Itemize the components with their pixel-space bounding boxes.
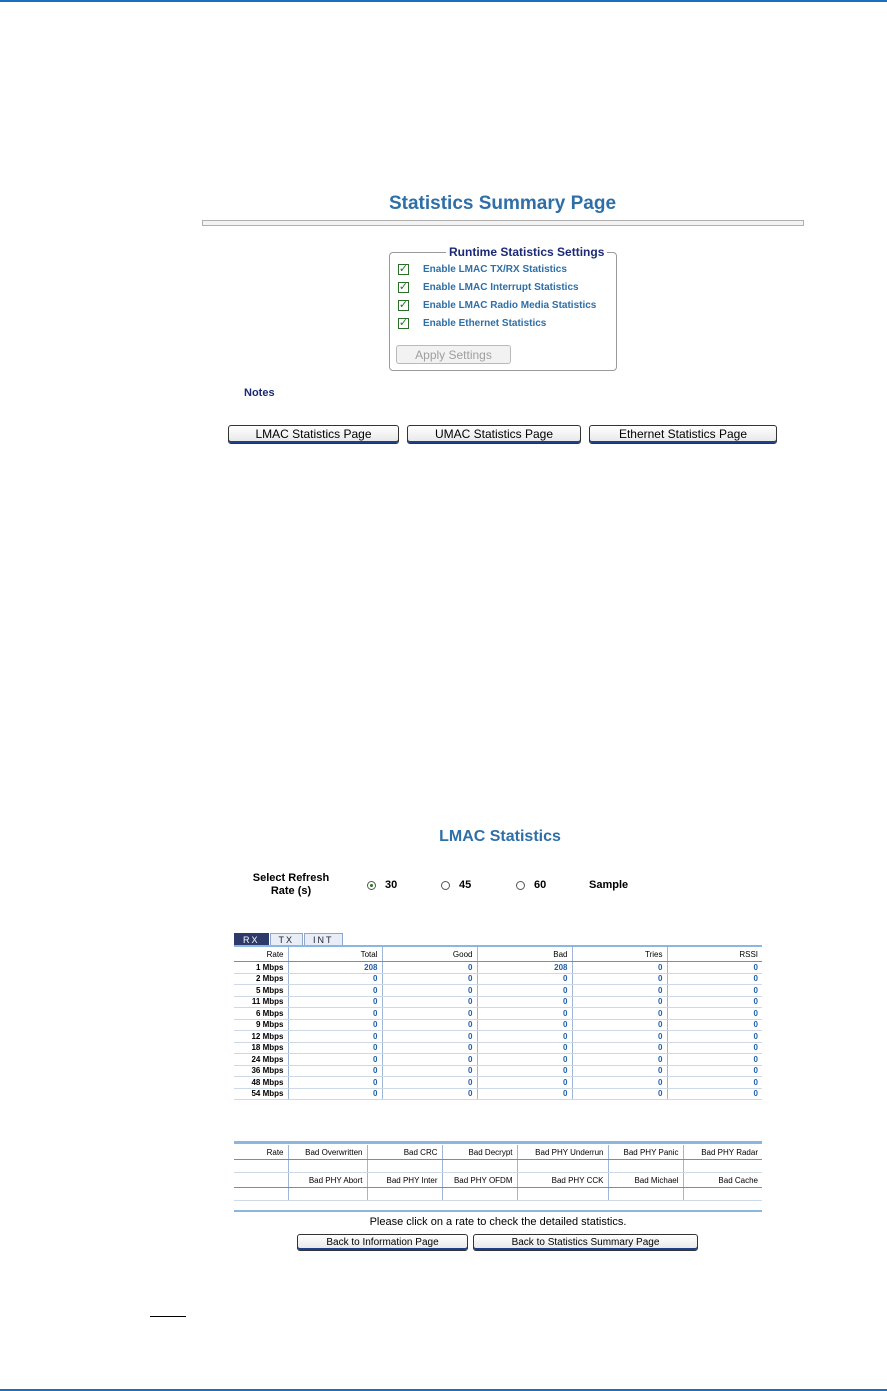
table-row[interactable] bbox=[234, 973, 762, 985]
error-value-row-2 bbox=[234, 1188, 762, 1201]
stat-value: 0 bbox=[382, 973, 477, 985]
radio-selected-icon[interactable] bbox=[367, 881, 376, 890]
stat-value: 0 bbox=[572, 996, 667, 1008]
column-header: Total bbox=[288, 947, 382, 962]
stat-value: 0 bbox=[382, 996, 477, 1008]
table-row[interactable] bbox=[234, 996, 762, 1008]
stat-value: 0 bbox=[477, 1031, 572, 1043]
error-header-row-2 bbox=[234, 1173, 762, 1188]
stat-value: 0 bbox=[288, 1065, 382, 1077]
lmac-statistics-page-button[interactable]: LMAC Statistics Page bbox=[228, 425, 399, 444]
table-row[interactable] bbox=[234, 1042, 762, 1054]
sample-label: Sample bbox=[589, 879, 629, 891]
stat-value: 0 bbox=[288, 1088, 382, 1100]
error-header: Bad PHY Radar bbox=[683, 1145, 762, 1160]
rate-link[interactable]: 1 Mbps bbox=[234, 962, 288, 974]
tab-tx[interactable]: TX bbox=[270, 933, 304, 946]
stat-value: 0 bbox=[288, 1031, 382, 1043]
stat-value: 0 bbox=[572, 1065, 667, 1077]
table-row[interactable] bbox=[234, 1031, 762, 1043]
checkbox-icon[interactable]: ✓ bbox=[398, 263, 409, 275]
stat-value: 0 bbox=[288, 1042, 382, 1054]
error-header: Bad PHY Abort bbox=[288, 1173, 367, 1188]
error-header: Bad PHY Inter bbox=[367, 1173, 442, 1188]
stat-value: 0 bbox=[477, 996, 572, 1008]
stat-value: 0 bbox=[477, 1054, 572, 1066]
rate-link[interactable]: 11 Mbps bbox=[234, 996, 288, 1008]
option-label: Enable Ethernet Statistics bbox=[423, 317, 547, 329]
tab-rx[interactable]: RX bbox=[234, 933, 269, 946]
stat-value: 0 bbox=[288, 1008, 382, 1020]
stat-value: 0 bbox=[667, 1065, 762, 1077]
stat-value: 0 bbox=[477, 973, 572, 985]
ethernet-statistics-page-button[interactable]: Ethernet Statistics Page bbox=[589, 425, 777, 444]
umac-statistics-page-button[interactable]: UMAC Statistics Page bbox=[407, 425, 581, 444]
stat-value: 0 bbox=[667, 1031, 762, 1043]
table-row[interactable] bbox=[234, 1008, 762, 1020]
stat-value: 208 bbox=[288, 962, 382, 974]
table-row[interactable] bbox=[234, 962, 762, 974]
back-to-information-page-button[interactable]: Back to Information Page bbox=[297, 1234, 468, 1251]
option-lmac-interrupt[interactable] bbox=[398, 279, 579, 295]
top-rule bbox=[0, 0, 887, 2]
stat-value: 0 bbox=[382, 1088, 477, 1100]
radio-label: 45 bbox=[459, 879, 472, 891]
error-stats-table bbox=[234, 1145, 762, 1201]
stat-value: 0 bbox=[667, 985, 762, 997]
stat-value: 0 bbox=[667, 1042, 762, 1054]
stat-value: 0 bbox=[572, 1042, 667, 1054]
notes-label: Notes bbox=[244, 387, 275, 399]
stat-value: 0 bbox=[572, 1008, 667, 1020]
rate-link[interactable]: 9 Mbps bbox=[234, 1019, 288, 1031]
rate-link[interactable]: 48 Mbps bbox=[234, 1077, 288, 1089]
stat-value: 0 bbox=[667, 962, 762, 974]
error-header: Bad Michael bbox=[608, 1173, 683, 1188]
radio-icon[interactable] bbox=[516, 881, 525, 890]
table-header-row bbox=[234, 947, 762, 962]
column-header: Rate bbox=[234, 947, 288, 962]
stat-value: 0 bbox=[477, 1065, 572, 1077]
lmac-statistics-title: LMAC Statistics bbox=[439, 828, 561, 845]
radio-label: 30 bbox=[385, 879, 398, 891]
rate-link[interactable]: 18 Mbps bbox=[234, 1042, 288, 1054]
rate-link[interactable]: 36 Mbps bbox=[234, 1065, 288, 1077]
refresh-radio-60[interactable] bbox=[516, 879, 546, 891]
stat-value: 0 bbox=[382, 1031, 477, 1043]
error-table-bottom-border bbox=[234, 1210, 762, 1212]
error-header: Bad PHY Underrun bbox=[517, 1145, 608, 1160]
error-header: Bad CRC bbox=[367, 1145, 442, 1160]
tab-int[interactable]: INT bbox=[304, 933, 343, 946]
error-header: Bad PHY CCK bbox=[517, 1173, 608, 1188]
rate-link[interactable]: 5 Mbps bbox=[234, 985, 288, 997]
runtime-settings-legend: Runtime Statistics Settings bbox=[446, 245, 607, 259]
error-header: Bad Decrypt bbox=[442, 1145, 517, 1160]
checkbox-icon[interactable]: ✓ bbox=[398, 299, 409, 311]
error-header: Bad PHY OFDM bbox=[442, 1173, 517, 1188]
option-lmac-radio-media[interactable] bbox=[398, 297, 596, 313]
table-row[interactable] bbox=[234, 985, 762, 997]
column-header: Bad bbox=[477, 947, 572, 962]
stat-value: 208 bbox=[477, 962, 572, 974]
stat-value: 0 bbox=[667, 1008, 762, 1020]
summary-page-title: Statistics Summary Page bbox=[388, 193, 617, 214]
rate-click-hint: Please click on a rate to check the detailed statistics. bbox=[369, 1216, 627, 1228]
stat-value: 0 bbox=[477, 1077, 572, 1089]
stat-value: 0 bbox=[572, 1077, 667, 1089]
stat-value: 0 bbox=[382, 1042, 477, 1054]
stat-value: 0 bbox=[288, 1019, 382, 1031]
note-underline bbox=[150, 1316, 186, 1317]
stat-value: 0 bbox=[477, 1019, 572, 1031]
stat-value: 0 bbox=[667, 1077, 762, 1089]
column-header: Tries bbox=[572, 947, 667, 962]
summary-title-bar bbox=[202, 220, 804, 226]
rate-link[interactable]: 6 Mbps bbox=[234, 1008, 288, 1020]
option-label: Enable LMAC Interrupt Statistics bbox=[423, 281, 579, 293]
option-label: Enable LMAC Radio Media Statistics bbox=[423, 299, 597, 311]
column-header: RSSI bbox=[667, 947, 762, 962]
stat-value: 0 bbox=[288, 996, 382, 1008]
error-header: Bad Overwritten bbox=[288, 1145, 367, 1160]
rate-link[interactable]: 2 Mbps bbox=[234, 973, 288, 985]
error-value-row-1 bbox=[234, 1160, 762, 1173]
stat-value: 0 bbox=[382, 962, 477, 974]
stat-value: 0 bbox=[572, 1031, 667, 1043]
stat-value: 0 bbox=[288, 1054, 382, 1066]
stat-value: 0 bbox=[477, 1042, 572, 1054]
stat-value: 0 bbox=[572, 973, 667, 985]
stat-value: 0 bbox=[477, 1088, 572, 1100]
table-row[interactable] bbox=[234, 1065, 762, 1077]
stat-value: 0 bbox=[382, 1019, 477, 1031]
radio-icon[interactable] bbox=[441, 881, 450, 890]
error-table-top-border bbox=[234, 1141, 762, 1144]
stat-value: 0 bbox=[667, 1019, 762, 1031]
stat-value: 0 bbox=[288, 985, 382, 997]
stat-value: 0 bbox=[667, 1054, 762, 1066]
rates-body bbox=[234, 962, 762, 1100]
error-rate-label: Rate bbox=[234, 1145, 288, 1160]
radio-label: 60 bbox=[534, 879, 547, 891]
stat-value: 0 bbox=[288, 973, 382, 985]
table-row[interactable] bbox=[234, 1088, 762, 1100]
stat-value: 0 bbox=[288, 1077, 382, 1089]
stat-value: 0 bbox=[477, 1008, 572, 1020]
column-header: Good bbox=[382, 947, 477, 962]
stat-value: 0 bbox=[382, 1008, 477, 1020]
stat-value: 0 bbox=[667, 973, 762, 985]
refresh-radio-45[interactable] bbox=[441, 879, 471, 891]
table-row[interactable] bbox=[234, 1019, 762, 1031]
rate-link[interactable]: 24 Mbps bbox=[234, 1054, 288, 1066]
apply-settings-button[interactable]: Apply Settings bbox=[396, 345, 511, 364]
stat-value: 0 bbox=[572, 1054, 667, 1066]
table-row[interactable] bbox=[234, 1054, 762, 1066]
option-label: Enable LMAC TX/RX Statistics bbox=[423, 263, 567, 275]
stat-value: 0 bbox=[667, 1088, 762, 1100]
stat-value: 0 bbox=[572, 962, 667, 974]
option-ethernet[interactable] bbox=[398, 315, 546, 331]
stat-value: 0 bbox=[382, 1054, 477, 1066]
error-header-row-1 bbox=[234, 1145, 762, 1160]
rate-link[interactable]: 54 Mbps bbox=[234, 1088, 288, 1100]
stat-value: 0 bbox=[667, 996, 762, 1008]
stat-value: 0 bbox=[572, 1019, 667, 1031]
rx-rates-table bbox=[234, 947, 762, 1100]
stat-value: 0 bbox=[382, 1077, 477, 1089]
error-header: Bad PHY Panic bbox=[608, 1145, 683, 1160]
stat-value: 0 bbox=[572, 985, 667, 997]
error-header: Bad Cache bbox=[683, 1173, 762, 1188]
option-lmac-txrx[interactable] bbox=[398, 261, 567, 277]
stat-value: 0 bbox=[572, 1088, 667, 1100]
checkbox-icon[interactable]: ✓ bbox=[398, 317, 409, 329]
stat-value: 0 bbox=[382, 1065, 477, 1077]
checkbox-icon[interactable]: ✓ bbox=[398, 281, 409, 293]
refresh-rate-label: Select Refresh Rate (s) bbox=[252, 872, 330, 897]
stat-value: 0 bbox=[477, 985, 572, 997]
rate-link[interactable]: 12 Mbps bbox=[234, 1031, 288, 1043]
stat-value: 0 bbox=[382, 985, 477, 997]
back-to-statistics-summary-button[interactable]: Back to Statistics Summary Page bbox=[473, 1234, 698, 1251]
refresh-radio-30[interactable] bbox=[367, 879, 397, 891]
table-row[interactable] bbox=[234, 1077, 762, 1089]
